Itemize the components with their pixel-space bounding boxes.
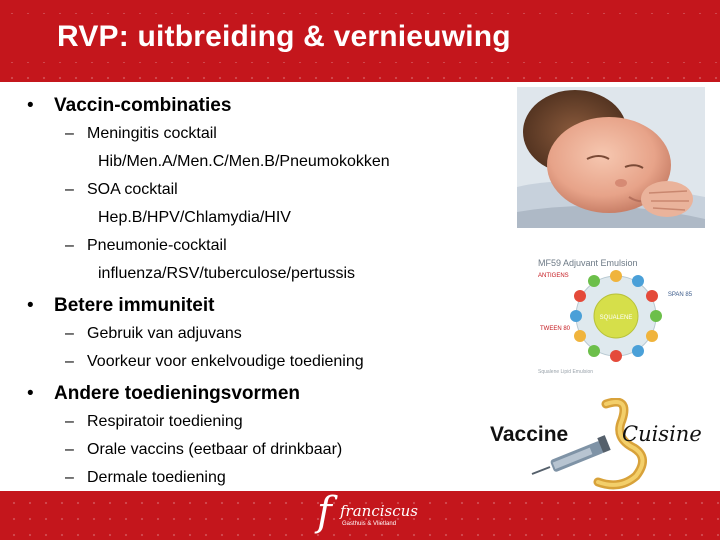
sub-text: Meningitis cocktail: [87, 125, 217, 142]
sub-text: Gebruik van adjuvans: [87, 325, 242, 342]
antigens-label: ANTIGENS: [538, 273, 569, 279]
span-label: SPAN 85: [667, 292, 693, 298]
dash-glyph: –: [65, 325, 74, 342]
vaccine-word: Vaccine: [490, 423, 569, 446]
mf59-emulsion-figure: [530, 250, 708, 378]
mf59-diagram: [530, 250, 708, 378]
bullet-text: Andere toedieningsvormen: [54, 383, 300, 404]
bullet-item: [27, 95, 232, 117]
sub-text: Dermale toediening: [87, 469, 226, 486]
bullet-text: Betere immuniteit: [54, 295, 215, 316]
sub-item: [65, 413, 243, 431]
sub-item: [65, 125, 217, 143]
sub-text: SOA cocktail: [87, 181, 178, 198]
mf59-caption: Squalene Lipid Emulsion: [538, 369, 594, 375]
dash-glyph: –: [65, 181, 74, 198]
dash-glyph: –: [65, 469, 74, 486]
dash-glyph: –: [65, 353, 74, 370]
sub-detail: Hib/Men.A/Men.C/Men.B/Pneumokokken: [98, 153, 390, 170]
bullet-item: [27, 295, 215, 317]
sub-item: [65, 469, 226, 487]
franciscus-logo-mark: f: [317, 489, 332, 535]
franciscus-logo-subtitle: Gasthuis & Vlietland: [342, 521, 397, 527]
cuisine-word: Cuisine: [622, 422, 702, 446]
dash-glyph: –: [65, 125, 74, 142]
bullet-item: [27, 383, 300, 405]
franciscus-logo-name: franciscus: [340, 502, 418, 520]
sub-item: [65, 353, 364, 371]
sub-item: [65, 325, 242, 343]
sub-item: [65, 181, 178, 199]
sub-text: Voorkeur voor enkelvoudige toediening: [87, 353, 364, 370]
sub-text: Respiratoir toediening: [87, 413, 243, 430]
sub-item: [65, 237, 227, 255]
dash-glyph: –: [65, 413, 74, 430]
dash-glyph: –: [65, 237, 74, 254]
baby-illustration: [517, 87, 705, 228]
bullet-glyph: •: [27, 383, 34, 404]
sub-text: Orale vaccins (eetbaar of drinkbaar): [87, 441, 343, 458]
slide-title: RVP: uitbreiding & vernieuwing: [57, 20, 511, 53]
sub-item: [65, 441, 343, 459]
squalene-label: SQUALENE: [599, 315, 633, 321]
dash-glyph: –: [65, 441, 74, 458]
vaccine-cuisine-logo: [488, 398, 714, 494]
sub-detail: influenza/RSV/tuberculose/pertussis: [98, 265, 356, 282]
bullet-glyph: •: [27, 295, 34, 316]
bullet-glyph: •: [27, 95, 34, 116]
tween-label: TWEEN 80: [540, 326, 571, 332]
bullet-text: Vaccin-combinaties: [54, 95, 232, 116]
sub-text: Pneumonie-cocktail: [87, 237, 227, 254]
sub-detail: Hep.B/HPV/Chlamydia/HIV: [98, 209, 291, 226]
vaccine-cuisine-graphic: [488, 398, 714, 494]
mf59-title: MF59 Adjuvant Emulsion: [538, 258, 638, 268]
sleeping-baby-photo: [517, 87, 705, 228]
